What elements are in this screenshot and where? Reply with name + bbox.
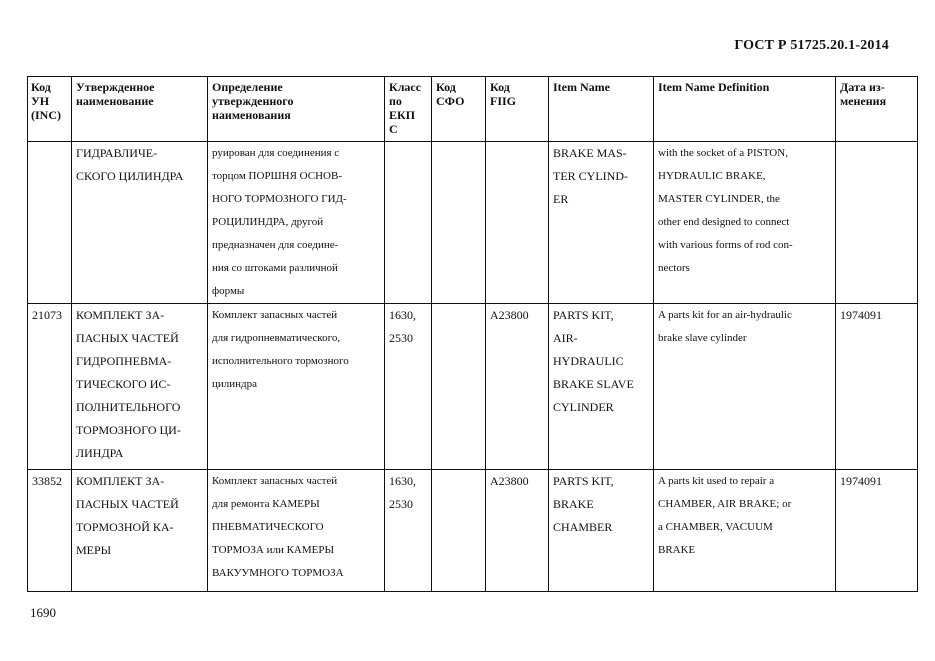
- cell-name-ru: ГИДРАВЛИЧЕ- СКОГО ЦИЛИНДРА: [72, 142, 208, 304]
- cell-item-name: BRAKE MAS- TER CYLIND- ER: [549, 142, 654, 304]
- table-header-row: [28, 77, 918, 142]
- table-row: [28, 142, 918, 304]
- table-row: [28, 304, 918, 470]
- col-header-change-date: Дата из- менения: [836, 77, 918, 142]
- col-header-name-definition-ru: Определение утвержденного наименования: [208, 77, 385, 142]
- col-header-item-name: Item Name: [549, 77, 654, 142]
- cell-definition-ru: Комплект запасных частей для гидропневматического, исполнительного тормозного цилиндра: [208, 304, 385, 470]
- cell-sfo: [432, 470, 486, 592]
- cell-item-name: PARTS KIT, AIR- HYDRAULIC BRAKE SLAVE CYLINDER: [549, 304, 654, 470]
- cell-sfo: [432, 304, 486, 470]
- cell-code: 33852: [28, 470, 72, 592]
- cell-sfo: [432, 142, 486, 304]
- cell-item-definition: A parts kit for an air-hydraulic brake slave cylinder: [654, 304, 836, 470]
- cell-change-date: 1974091: [836, 470, 918, 592]
- cell-fiig: A23800: [486, 304, 549, 470]
- spec-table: [27, 76, 918, 592]
- col-header-sfo: Код СФО: [432, 77, 486, 142]
- cell-code: [28, 142, 72, 304]
- col-header-fiig: Код FIIG: [486, 77, 549, 142]
- col-header-inc: Код УН (INC): [28, 77, 72, 142]
- cell-name-ru: КОМПЛЕКТ ЗА- ПАСНЫХ ЧАСТЕЙ ГИДРОПНЕВМА- ТИЧЕСКОГО ИС- ПОЛНИТЕЛЬНОГО ТОРМОЗНОГО ЦИ- ЛИНДРА: [72, 304, 208, 470]
- cell-class: [385, 142, 432, 304]
- cell-definition-ru: Комплект запасных частей для ремонта КАМЕРЫ ПНЕВМАТИЧЕСКОГО ТОРМОЗА или КАМЕРЫ ВАКУУМНОГО ТОРМОЗА: [208, 470, 385, 592]
- cell-fiig: A23800: [486, 470, 549, 592]
- cell-item-definition: with the socket of a PISTON, HYDRAULIC BRAKE, MASTER CYLINDER, the other end designed to connect with various forms of rod con- nectors: [654, 142, 836, 304]
- cell-code: 21073: [28, 304, 72, 470]
- page-number: 1690: [30, 605, 56, 620]
- document-code: ГОСТ Р 51725.20.1-2014: [734, 38, 889, 53]
- cell-fiig: [486, 142, 549, 304]
- col-header-item-name-definition: Item Name Definition: [654, 77, 836, 142]
- table-row: [28, 470, 918, 592]
- cell-definition-ru: руирован для соединения с торцом ПОРШНЯ ОСНОВ- НОГО ТОРМОЗНОГО ГИД- РОЦИЛИНДРА, другой предназначен для соедине- ния со штоками различной формы: [208, 142, 385, 304]
- cell-item-definition: A parts kit used to repair a CHAMBER, AIR BRAKE; or a CHAMBER, VACUUM BRAKE: [654, 470, 836, 592]
- cell-item-name: PARTS KIT, BRAKE CHAMBER: [549, 470, 654, 592]
- col-header-approved-name: Утвержденное наименование: [72, 77, 208, 142]
- cell-class: 1630, 2530: [385, 304, 432, 470]
- cell-name-ru: КОМПЛЕКТ ЗА- ПАСНЫХ ЧАСТЕЙ ТОРМОЗНОЙ КА- МЕРЫ: [72, 470, 208, 592]
- cell-class: 1630, 2530: [385, 470, 432, 592]
- cell-change-date: [836, 142, 918, 304]
- cell-change-date: 1974091: [836, 304, 918, 470]
- col-header-class: Класс по ЕКП С: [385, 77, 432, 142]
